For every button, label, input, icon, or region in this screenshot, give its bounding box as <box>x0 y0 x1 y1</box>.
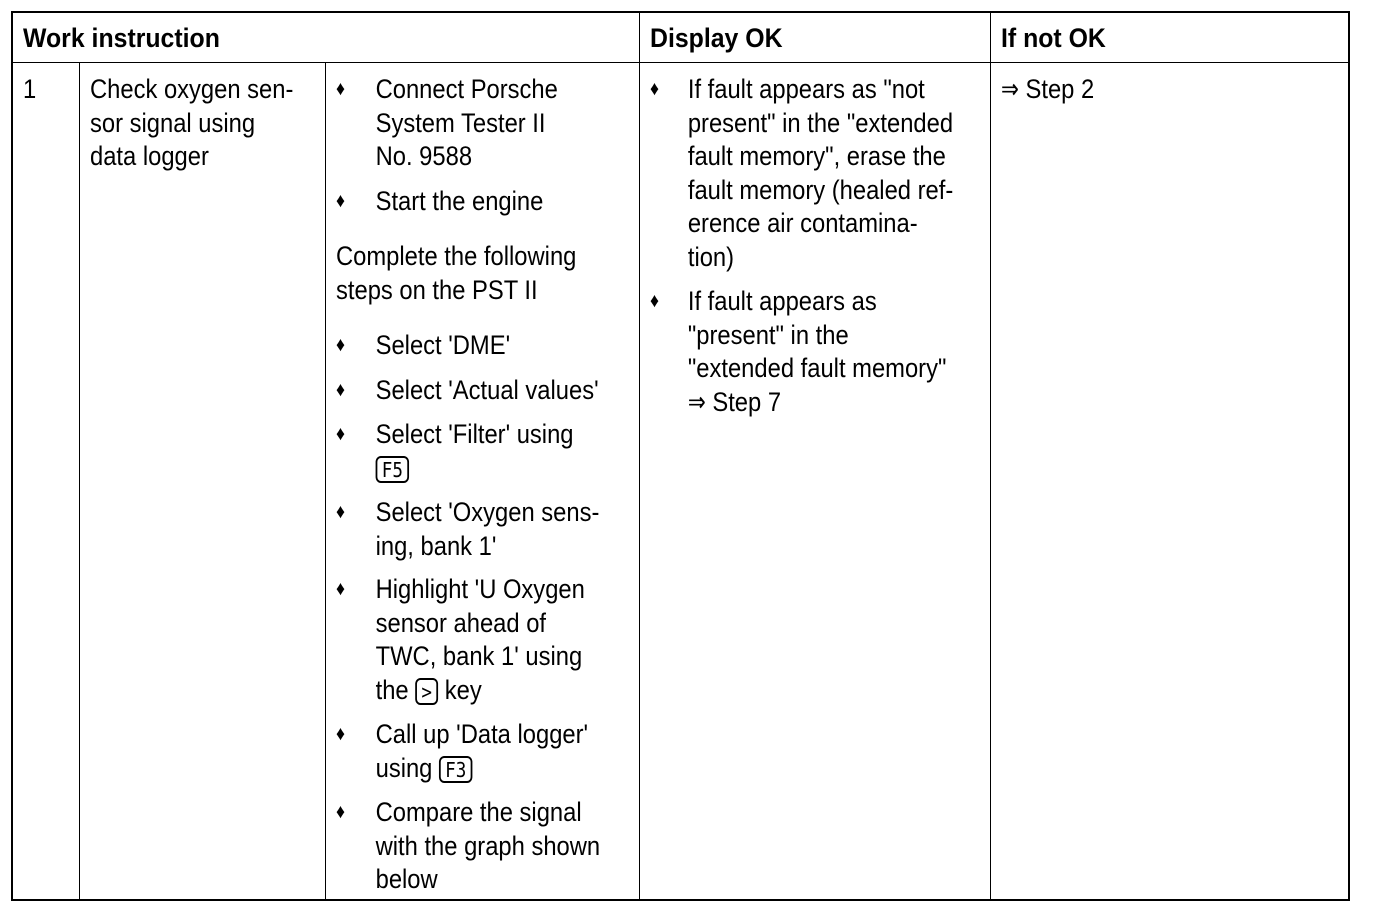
list-item-select-actual <box>336 374 653 408</box>
instructions-list <box>336 73 653 897</box>
diamond-bullet-icon: ♦ <box>336 501 345 523</box>
list-item-select-oxygen <box>336 496 653 563</box>
task-line: sor signal using <box>90 107 256 138</box>
diamond-bullet-icon: ♦ <box>650 78 659 100</box>
diamond-bullet-icon: ♦ <box>336 423 345 445</box>
header-if-not-ok: If not OK <box>1001 23 1106 53</box>
diamond-bullet-icon: ♦ <box>336 578 345 600</box>
text-line: If fault appears as "not <box>687 74 925 104</box>
task-line: Check oxygen sen- <box>90 74 294 104</box>
text-line: No. 9588 <box>375 141 473 171</box>
if-not-ok-value: ⇒ Step 2 <box>1001 74 1095 104</box>
diamond-bullet-icon: ♦ <box>336 723 345 745</box>
key-f3: F3 <box>439 756 473 783</box>
text-line: ⇒ Step 7 <box>687 386 782 417</box>
work-instruction-table <box>11 11 1350 901</box>
text-line: TWC, bank 1' using <box>375 641 583 671</box>
list-item-connect <box>336 73 653 174</box>
text-word: using <box>375 752 433 783</box>
diamond-bullet-icon: ♦ <box>650 290 659 312</box>
diamond-bullet-icon: ♦ <box>336 334 345 356</box>
text-word: the <box>375 674 409 705</box>
list-item-select-dme <box>336 329 653 363</box>
header-display-ok: Display OK <box>650 23 783 53</box>
text-line: tion) <box>687 241 735 272</box>
text-line: Select 'Filter' using <box>375 419 574 449</box>
list-item-not-present <box>650 73 993 274</box>
text-line: below <box>375 864 438 894</box>
text-line: If fault appears as <box>687 286 877 316</box>
text-line: present" in the "extended <box>687 107 954 138</box>
text-line: erence air contamina- <box>687 208 918 238</box>
diamond-bullet-icon: ♦ <box>336 378 345 401</box>
text-line <box>376 674 653 708</box>
text-line: ing, bank 1' <box>375 530 497 561</box>
text-line: with the graph shown <box>375 830 601 861</box>
text-line: sensor ahead of <box>375 607 547 638</box>
text-line: Call up 'Data logger' <box>375 719 589 749</box>
text-line: fault memory", erase the <box>687 141 946 171</box>
header-work-instruction: Work instruction <box>23 23 220 53</box>
display-ok-list <box>650 73 993 419</box>
column-divider-step <box>79 63 80 899</box>
list-item-select-filter <box>336 418 653 485</box>
text-line: Select 'DME' <box>375 330 511 360</box>
complete-steps-note <box>336 240 653 307</box>
text-line: Connect Porsche <box>375 74 558 104</box>
list-item-call-up <box>336 718 653 785</box>
text-line: Complete the following <box>336 241 577 271</box>
text-line: System Tester II <box>375 107 546 138</box>
list-item-present <box>650 285 993 419</box>
step-number: 1 <box>23 74 37 104</box>
text-line <box>376 752 653 786</box>
task-line: data logger <box>90 141 209 171</box>
list-item-highlight <box>336 573 653 707</box>
diamond-bullet-icon: ♦ <box>336 189 345 212</box>
text-line: Start the engine <box>375 185 544 216</box>
column-divider-task <box>325 63 326 899</box>
key-greater-than: > <box>415 678 438 705</box>
list-item-start <box>336 185 653 219</box>
text-line: steps on the PST II <box>336 274 538 305</box>
key-f5: F5 <box>376 456 410 483</box>
text-line: "present" in the <box>687 319 849 350</box>
text-word: key <box>444 674 482 705</box>
text-line: Compare the signal <box>375 797 582 827</box>
text-line: Select 'Actual values' <box>375 374 599 405</box>
task-description <box>90 73 319 174</box>
header-divider <box>13 62 1348 63</box>
diamond-bullet-icon: ♦ <box>336 801 345 823</box>
text-line: Select 'Oxygen sens- <box>375 497 600 527</box>
list-item-compare <box>336 796 653 897</box>
text-line: fault memory (healed ref- <box>687 174 954 205</box>
diamond-bullet-icon: ♦ <box>336 78 345 100</box>
text-line <box>376 452 653 486</box>
text-line: "extended fault memory" <box>687 353 947 383</box>
text-line: Highlight 'U Oxygen <box>375 574 585 604</box>
